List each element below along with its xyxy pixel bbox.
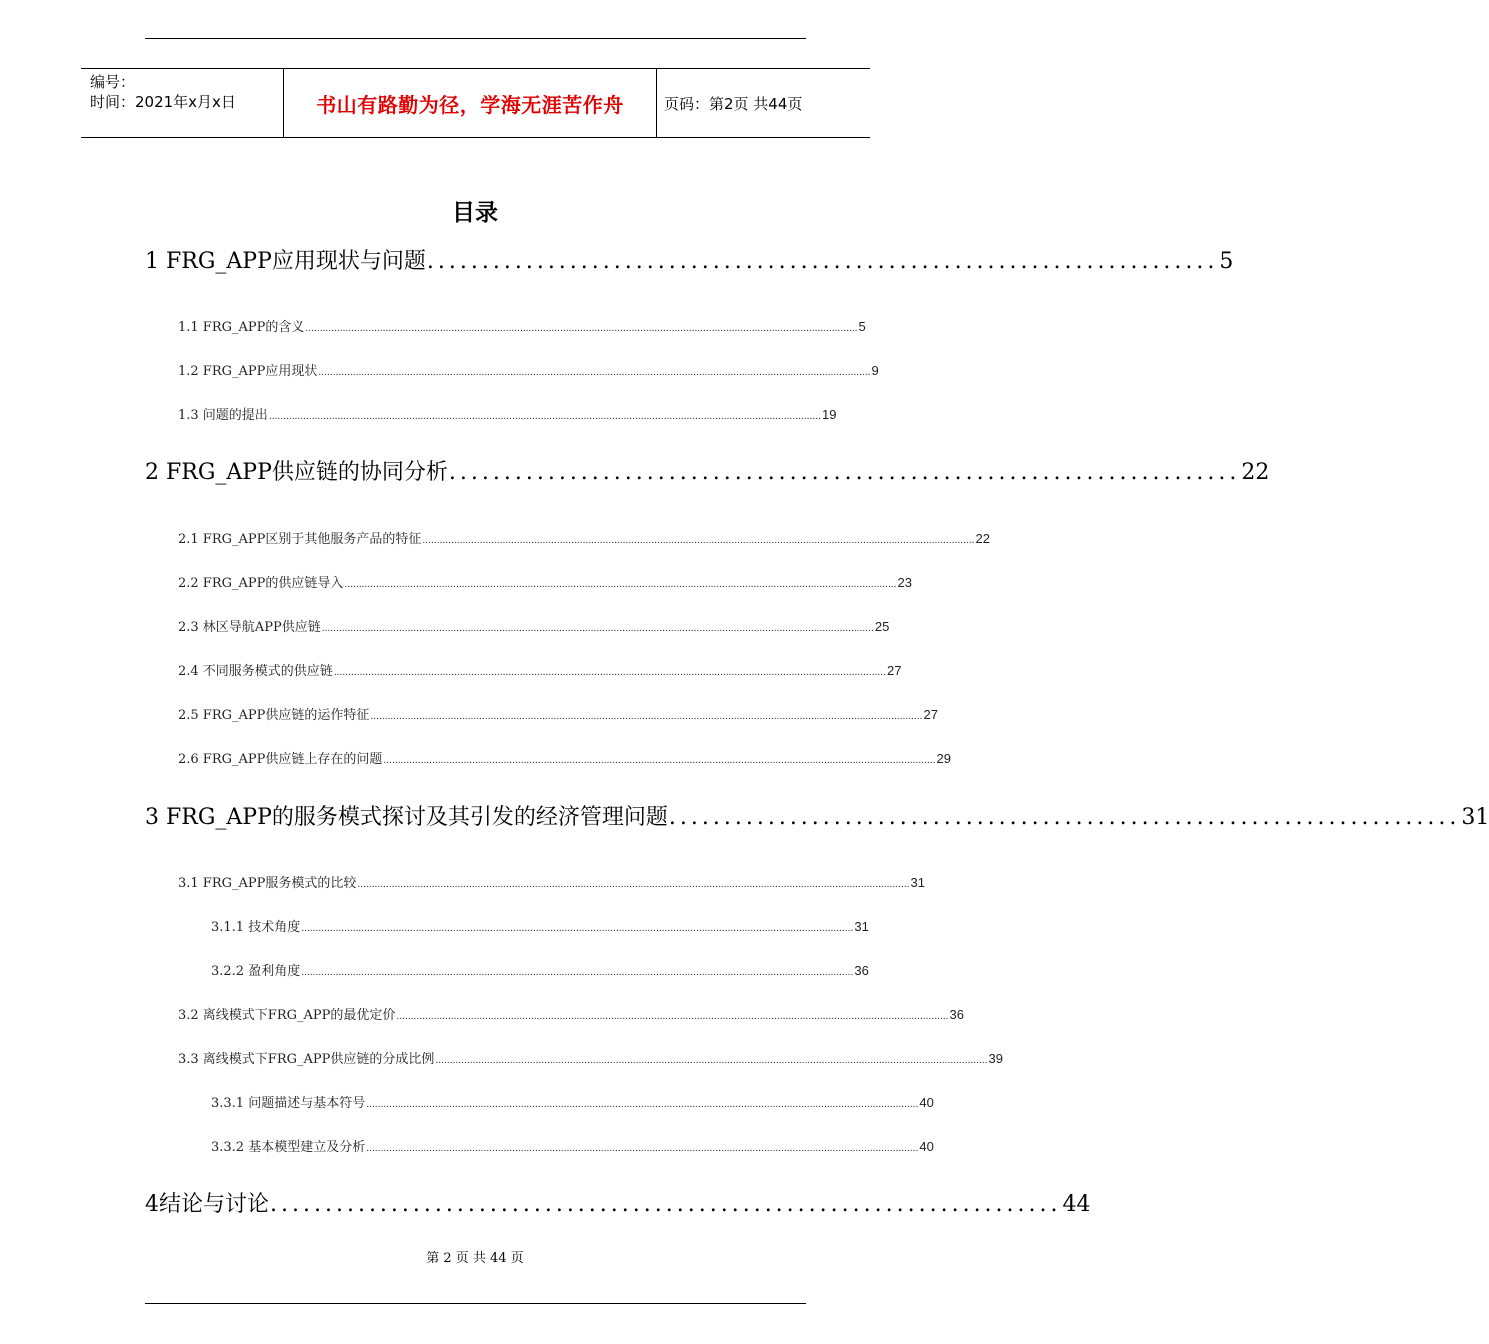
header-motto: 书山有路勤为径，学海无涯苦作舟 [316,92,624,117]
toc-leader-dots: ................................................................................................................................................................................................. [435,1056,988,1066]
toc-entry-label: 3.3.1 问题描述与基本符号 [211,1096,366,1111]
toc-entry-page: 29 [936,751,952,766]
toc-leader-dots: ................................................................................................................................................................................................. [301,924,854,934]
toc-entry-2-4[interactable] [178,660,902,682]
toc-entry-label: 3.2.2 盈利角度 [211,964,301,979]
toc-entry-2-5[interactable] [178,704,939,726]
toc-entry-3-2-2[interactable] [211,960,869,982]
toc-leader-dots: ........................................................................ [426,249,1219,274]
toc-entry-3-3[interactable] [178,1048,1004,1070]
toc-entry-page: 22 [975,531,991,546]
toc-leader-dots: ................................................................................................................................................................................................. [333,668,886,678]
toc-entry-3-1-1[interactable] [211,916,869,938]
toc-entry-page: 40 [919,1095,934,1110]
toc-entry-label: 3 FRG_APP的服务模式探讨及其引发的经济管理问题 [145,805,668,830]
page-footer: 第 2 页 共 44 页 [426,1251,524,1266]
header-motto-cell [283,69,657,137]
toc-entry-3-3-2[interactable] [211,1136,934,1158]
toc-leader-dots: ................................................................................................................................................................................................. [305,324,858,334]
toc-entry-page: 5 [858,319,866,334]
toc-leader-dots: ................................................................................................................................................................................................. [318,368,871,378]
toc-leader-dots: ................................................................................................................................................................................................. [422,536,975,546]
header-meta [81,69,283,137]
toc-entry-3-2[interactable] [178,1004,965,1026]
page-header [81,68,870,138]
toc-title: 目录 [452,200,498,226]
toc-entry-label: 3.3.2 基本模型建立及分析 [211,1140,366,1155]
toc-entry-label: 2.5 FRG_APP供应链的运作特征 [178,708,370,723]
toc-leader-dots: ................................................................................................................................................................................................. [396,1012,949,1022]
toc-entry-page: 40 [919,1139,934,1154]
toc-entry-chapter-1[interactable] [145,244,1234,278]
toc-entry-page: 31 [854,919,869,934]
toc-entry-label: 2.4 不同服务模式的供应链 [178,664,333,679]
toc-entry-page: 19 [821,407,837,422]
toc-entry-label: 2.6 FRG_APP供应链上存在的问题 [178,752,383,767]
toc-entry-label: 2.3 林区导航APP供应链 [178,620,321,635]
toc-entry-label: 1.2 FRG_APP应用现状 [178,364,318,379]
toc-entry-label: 2.2 FRG_APP的供应链导入 [178,576,344,591]
toc-leader-dots: ................................................................................................................................................................................................. [344,580,897,590]
toc-entry-chapter-2[interactable] [145,455,1270,489]
toc-entry-1-1[interactable] [178,316,866,338]
toc-entry-1-2[interactable] [178,360,879,382]
toc-entry-page: 44 [1062,1192,1091,1217]
toc-leader-dots: ................................................................................................................................................................................................. [357,880,910,890]
toc-entry-label: 1.1 FRG_APP的含义 [178,320,305,335]
header-page-cell [656,69,870,137]
toc-entry-page: 22 [1241,460,1270,485]
toc-entry-label: 3.1.1 技术角度 [211,920,301,935]
header-page-info: 页码：第2页 共44页 [664,94,803,113]
toc-entry-page: 36 [949,1007,965,1022]
document-number-label: 编号： [90,73,136,91]
toc-entry-chapter-3[interactable] [145,800,1489,834]
toc-leader-dots: ................................................................................................................................................................................................. [366,1100,919,1110]
toc-entry-page: 5 [1219,249,1234,274]
toc-entry-label: 3.1 FRG_APP服务模式的比较 [178,876,357,891]
toc-leader-dots: ................................................................................................................................................................................................. [370,712,923,722]
toc-entry-label: 3.2 离线模式下FRG_APP的最优定价 [178,1008,396,1023]
toc-leader-dots: ................................................................................................................................................................................................. [321,624,874,634]
toc-entry-label: 4结论与讨论 [145,1192,269,1217]
toc-entry-label: 2.1 FRG_APP区别于其他服务产品的特征 [178,532,422,547]
toc-entry-page: 27 [886,663,902,678]
toc-leader-dots: ................................................................................................................................................................................................. [366,1144,919,1154]
toc-entry-3-3-1[interactable] [211,1092,934,1114]
footer-rule [145,1303,806,1304]
toc-leader-dots: ........................................................................ [270,1192,1062,1217]
toc-entry-2-3[interactable] [178,616,890,638]
toc-entry-2-1[interactable] [178,528,991,550]
toc-entry-page: 25 [874,619,890,634]
toc-entry-page: 31 [1461,805,1489,830]
toc-entry-page: 27 [923,707,939,722]
toc-leader-dots: ................................................................................................................................................................................................. [301,968,854,978]
toc-entry-page: 36 [854,963,869,978]
header-rule [145,38,806,39]
toc-leader-dots: ........................................................................ [668,805,1461,830]
toc-entry-2-2[interactable] [178,572,913,594]
toc-entry-2-6[interactable] [178,748,952,770]
toc-entry-1-3[interactable] [178,404,837,426]
toc-entry-chapter-4[interactable] [145,1187,1091,1221]
toc-entry-page: 23 [897,575,913,590]
toc-entry-3-1[interactable] [178,872,926,894]
toc-leader-dots: ................................................................................................................................................................................................. [383,756,936,766]
document-date: 时间：2021年x月x日 [90,93,236,111]
toc-leader-dots: ................................................................................................................................................................................................. [268,412,821,422]
toc-entry-label: 1.3 问题的提出 [178,408,268,423]
toc-entry-page: 31 [910,875,926,890]
toc-entry-page: 9 [871,363,879,378]
toc-entry-label: 1 FRG_APP应用现状与问题 [145,249,426,274]
toc-entry-page: 39 [988,1051,1004,1066]
toc-leader-dots: ........................................................................ [448,460,1241,485]
toc-entry-label: 3.3 离线模式下FRG_APP供应链的分成比例 [178,1052,435,1067]
toc-entry-label: 2 FRG_APP供应链的协同分析 [145,460,448,485]
